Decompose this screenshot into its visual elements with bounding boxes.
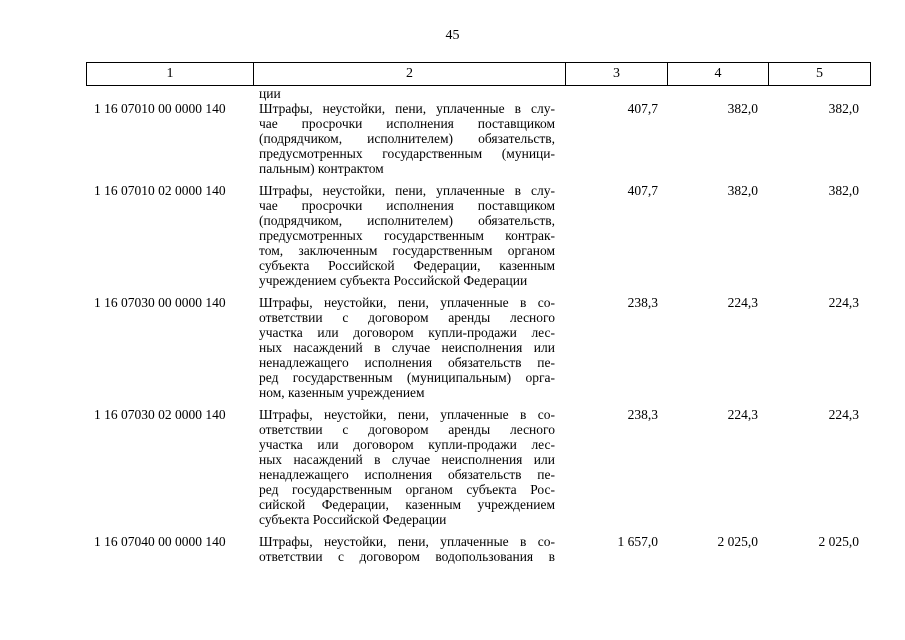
row-name-line: пальным) контрактом: [259, 161, 384, 176]
row-name-line: Штрафы, неустойки, пени, уплаченные в со-: [259, 407, 555, 422]
table-row: [86, 183, 865, 288]
page-number: 45: [445, 28, 460, 43]
row-gap: [86, 400, 865, 407]
row-name-line: учреждением субъекта Российской Федерации: [259, 273, 528, 288]
header-col-4: 4: [668, 63, 769, 86]
row-name-line: ред государственным органом субъекта Рос-: [259, 482, 555, 497]
row-name-line: Штрафы, неустойки, пени, уплаченные в слу-: [259, 183, 555, 198]
row-name: [252, 407, 563, 527]
row-value-col-5: 224,3: [828, 295, 859, 310]
row-code: 1 16 07010 00 0000 140: [94, 101, 226, 116]
row-name-line: чае просрочки исполнения поставщиком: [259, 116, 555, 131]
row-name-line: сийской Федерации, казенным учреждением: [259, 497, 555, 512]
row-value-col-5: 2 025,0: [818, 534, 859, 549]
row-name-line: ответствии с договором аренды лесного: [259, 422, 555, 437]
row-name-line: предусмотренных государственным (муници-: [259, 146, 555, 161]
row-gap: [86, 176, 865, 183]
row-name: [252, 295, 563, 400]
table-row: [86, 534, 865, 564]
header-col-2: 2: [254, 63, 566, 86]
row-value-col-4: 224,3: [727, 295, 758, 310]
row-name-line: ненадлежащего исполнения обязательств пе-: [259, 467, 555, 482]
row-name-line: ответствии с договором аренды лесного: [259, 310, 555, 325]
row-name-line: субъекта Российской Федерации: [259, 512, 447, 527]
header-col-5: 5: [769, 63, 871, 86]
row-name-line: Штрафы, неустойки, пени, уплаченные в со-: [259, 295, 555, 310]
row-name-line: (подрядчиком, исполнителем) обязательств,: [259, 131, 555, 146]
row-value-col-5: 382,0: [828, 101, 859, 116]
row-value-col-3: 238,3: [627, 407, 658, 422]
row-name-line: ных насаждений в случае неисполнения или: [259, 340, 555, 355]
table-header: [86, 62, 871, 86]
continuation-text: ции: [259, 86, 281, 101]
row-name-line: ред государственным (муниципальным) орга-: [259, 370, 555, 385]
row-name-line: субъекта Российской Федерации, казенным: [259, 258, 555, 273]
row-name-line: том, заключенным государственным органом: [259, 243, 555, 258]
row-name-line: участка или договором купли-продажи лес-: [259, 437, 555, 452]
row-code: 1 16 07030 02 0000 140: [94, 407, 226, 422]
row-name-line: ответствии с договором водопользования в: [259, 549, 555, 564]
row-value-col-3: 407,7: [627, 183, 658, 198]
row-name-line: ном, казенным учреждением: [259, 385, 425, 400]
row-name-line: (подрядчиком, исполнителем) обязательств,: [259, 213, 555, 228]
row-value-col-3: 407,7: [627, 101, 658, 116]
row-name-line: ненадлежащего исполнения обязательств пе-: [259, 355, 555, 370]
table-body: [86, 86, 865, 564]
continuation-row: [86, 86, 865, 101]
row-value-col-3: 1 657,0: [617, 534, 658, 549]
row-value-col-4: 382,0: [727, 101, 758, 116]
row-name: [252, 183, 563, 288]
table-row: [86, 407, 865, 527]
row-value-col-5: 224,3: [828, 407, 859, 422]
row-name-line: ных насаждений в случае неисполнения или: [259, 452, 555, 467]
row-value-col-4: 224,3: [727, 407, 758, 422]
row-name-line: Штрафы, неустойки, пени, уплаченные в со-: [259, 534, 555, 549]
row-value-col-3: 238,3: [627, 295, 658, 310]
row-gap: [86, 527, 865, 534]
header-col-3: 3: [566, 63, 668, 86]
row-name: [252, 534, 563, 564]
row-name-line: участка или договором купли-продажи лес-: [259, 325, 555, 340]
table-row: [86, 101, 865, 176]
row-name-line: Штрафы, неустойки, пени, уплаченные в слу-: [259, 101, 555, 116]
row-code: 1 16 07030 00 0000 140: [94, 295, 226, 310]
row-value-col-4: 2 025,0: [717, 534, 758, 549]
table-header-row: [87, 63, 871, 86]
table-row: [86, 295, 865, 400]
continuation-code: [86, 86, 252, 101]
row-name-line: предусмотренных государственным контрак-: [259, 228, 555, 243]
row-name-line: чае просрочки исполнения поставщиком: [259, 198, 555, 213]
row-code: 1 16 07010 02 0000 140: [94, 183, 226, 198]
row-value-col-5: 382,0: [828, 183, 859, 198]
row-gap: [86, 288, 865, 295]
row-name: [252, 101, 563, 176]
row-code: 1 16 07040 00 0000 140: [94, 534, 226, 549]
header-col-1: 1: [87, 63, 254, 86]
row-value-col-4: 382,0: [727, 183, 758, 198]
